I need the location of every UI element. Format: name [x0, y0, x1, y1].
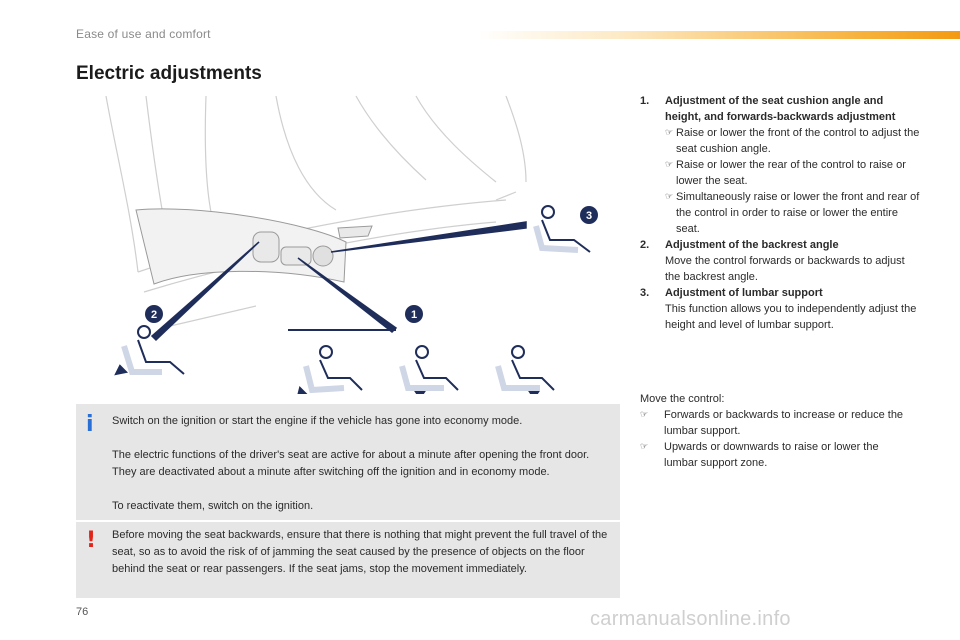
- info-icon: i: [86, 412, 94, 437]
- pointing-hand-icon: ☞: [640, 442, 649, 452]
- pictogram-entire-seat: [498, 346, 554, 394]
- sub-item-text: Simultaneously raise or lower the front and rear of the control in order to raise or lower the entire seat.: [676, 191, 920, 235]
- item-title: Adjustment of lumbar support: [665, 287, 823, 299]
- item-text: This function allows you to independently adjust the height and level of lumbar support.: [665, 303, 917, 331]
- list-item: [640, 93, 920, 237]
- move-control-heading: Move the control:: [640, 393, 725, 405]
- item-number: 1.: [640, 95, 650, 107]
- move-control-item: [640, 439, 910, 471]
- move-control-text: Forwards or backwards to increase or reduce the lumbar support.: [664, 409, 904, 437]
- sub-item-text: Raise or lower the rear of the control to raise or lower the seat.: [676, 159, 906, 187]
- warning-text: Before moving the seat backwards, ensure that there is nothing that might prevent the full travel of the seat, so as to avoid the risk of of jamming the seat caused by the presence of objects on the floor behind the seat or rear passengers. If the seat jams, stop the movement immediately.: [112, 529, 608, 575]
- section-header: Ease of use and comfort: [76, 27, 211, 41]
- list-item: [640, 237, 920, 285]
- adjustment-list: [640, 93, 920, 333]
- callout-3-label: 3: [585, 210, 593, 222]
- list-item: [640, 285, 920, 333]
- warning-box: [76, 522, 620, 598]
- page-number: 76: [76, 606, 89, 618]
- callout-1-label: 1: [410, 309, 418, 321]
- pointing-hand-icon: ☞: [665, 128, 674, 138]
- callout-2-label: 2: [150, 309, 158, 321]
- item-title: Adjustment of the seat cushion angle and height, and forwards-backwards adjustment: [665, 95, 896, 123]
- page-title: Electric adjustments: [76, 63, 262, 84]
- sub-item: [665, 125, 920, 157]
- pictogram-backrest: [116, 326, 184, 374]
- sub-item: [665, 189, 920, 237]
- pictogram-cushion-angle: [298, 346, 362, 394]
- info-box: [76, 404, 620, 520]
- item-number: 3.: [640, 287, 650, 299]
- pictogram-height: [402, 346, 458, 394]
- pointing-hand-icon: ☞: [640, 410, 649, 420]
- watermark: carmanualsonline.info: [590, 608, 791, 630]
- item-number: 2.: [640, 239, 650, 251]
- seat-controls-illustration: [76, 92, 620, 394]
- info-paragraph-2: The electric functions of the driver's seat are active for about a minute after opening the front door. They are deactivated about a minute after switching off the ignition and in economy mode.: [112, 449, 590, 478]
- item-text: Move the control forwards or backwards to adjust the backrest angle.: [665, 255, 905, 283]
- move-control-item: [640, 407, 910, 439]
- move-control-text: Upwards or downwards to raise or lower the lumbar support zone.: [664, 441, 879, 469]
- sub-item-text: Raise or lower the front of the control to adjust the seat cushion angle.: [676, 127, 920, 155]
- callout-1-badge: [405, 305, 423, 323]
- pointing-hand-icon: ☞: [665, 160, 674, 170]
- move-control-section: [640, 391, 910, 471]
- sub-item: [665, 157, 920, 189]
- info-paragraph-3: To reactivate them, switch on the ignition.: [112, 500, 314, 512]
- info-line-1: Switch on the ignition or start the engine if the vehicle has gone into economy mode.: [112, 415, 523, 427]
- item-title: Adjustment of the backrest angle: [665, 239, 839, 251]
- warning-icon: !: [86, 528, 97, 553]
- callout-3-badge: [580, 206, 598, 224]
- callout-2-badge: [145, 305, 163, 323]
- header-accent-bar: [478, 31, 960, 39]
- pointing-hand-icon: ☞: [665, 192, 674, 202]
